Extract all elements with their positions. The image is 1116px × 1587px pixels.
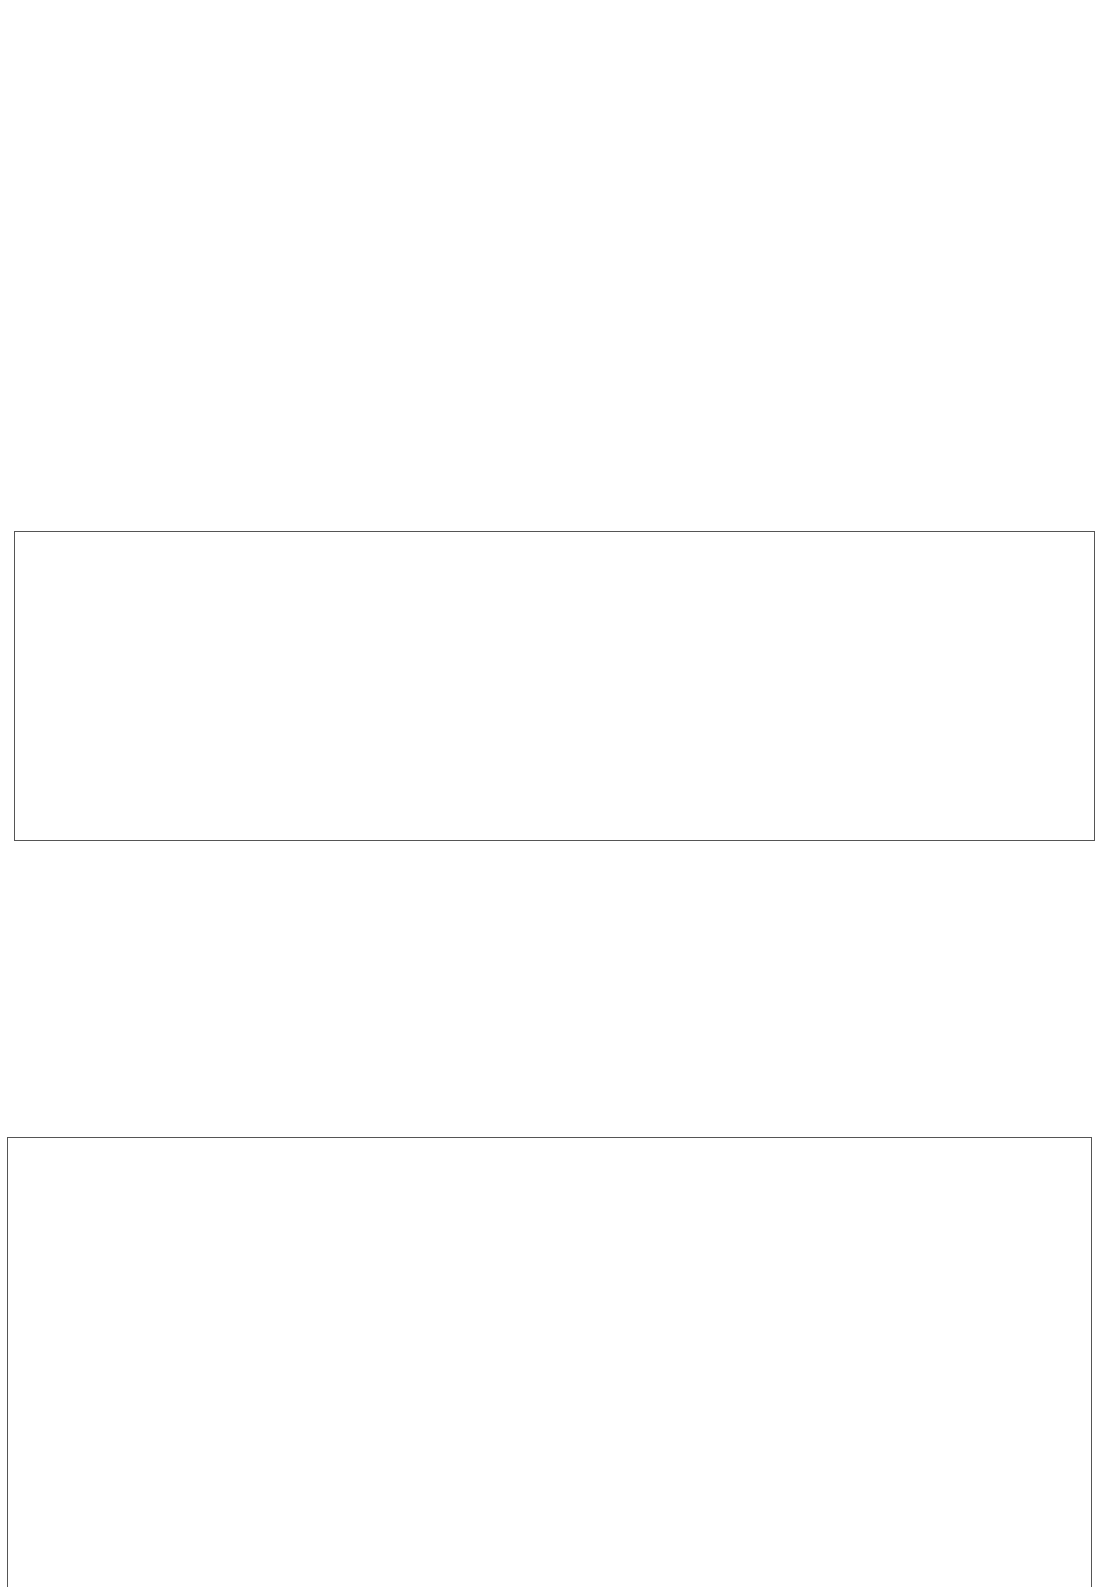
watermark-graphic	[20, 40, 500, 540]
summary-box-permits	[14, 531, 1095, 841]
watermark-logo	[20, 40, 500, 540]
summary-box-cost-efficacy	[7, 1137, 1092, 1587]
